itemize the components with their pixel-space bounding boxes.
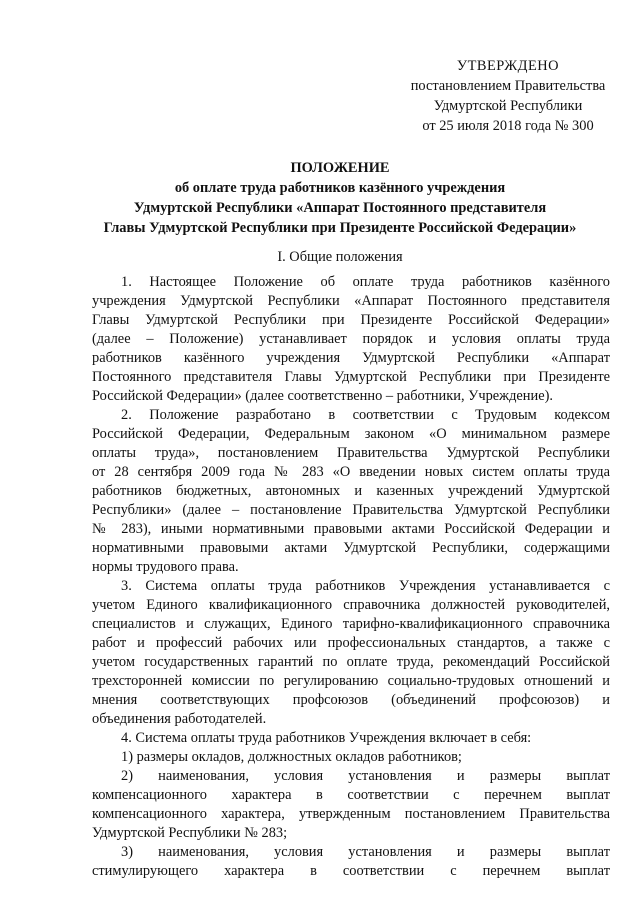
text-line: 1. Настоящее Положение об оплате труда работников казённого [121,274,610,290]
text-line: нормы трудового права. [92,559,239,575]
text-line: (далее – Положение) устанавливает порядок и условия оплаты труда [92,331,610,347]
text-line: работ и профессий рабочих или профессиональных стандартов, а также с [92,635,610,651]
text-line: от 28 сентября 2009 года № 283 «О введении новых систем оплаты труда [92,464,610,480]
title-heading: ПОЛОЖЕНИЕ [290,160,390,176]
text-line: Удмуртской Республики № 283; [92,825,288,841]
text-line: работников казённого учреждения Удмуртской Республики «Аппарат [92,350,610,366]
text-line: учетом государственных гарантий по оплате труда, рекомендаций Российской [92,654,610,670]
text-line: Главы Удмуртской Республики при Президенте Российской Федерации» [92,312,610,328]
title-line: об оплате труда работников казённого учреждения [174,180,506,196]
text-line: оплаты труда», постановлением Правительства Удмуртской Республики [92,445,610,461]
approval-date: от 25 июля 2018 года № 300 [422,118,594,134]
text-line: Российской Федерации» (далее соответственно – работники, Учреждение). [92,388,553,404]
text-line: стимулирующего характера в соответствии с перечнем выплат [92,863,610,879]
text-line: учетом Единого квалификационного справочника должностей руководителей, [92,597,610,613]
text-line: 4. Система оплаты труда работников Учреждения включает в себя: [121,730,532,746]
text-line: трехсторонней комиссии по регулированию социально-трудовых отношений и [92,673,610,689]
section-heading: I. Общие положения [277,249,403,265]
title-line: Удмуртской Республики «Аппарат Постоянного представителя [133,200,547,216]
text-line: компенсационного характера, утвержденным постановлением Правительства [92,806,610,822]
text-line: объединения работодателей. [92,711,267,727]
text-line: работников бюджетных, автономных и казенных учреждений Удмуртской [92,483,610,499]
approval-stamp [398,56,618,136]
text-line: Республики» (далее – постановление Правительства Удмуртской Республики [92,502,610,518]
approval-title: УТВЕРЖДЕНО [456,58,560,74]
body-text [92,273,610,881]
document-title [80,158,600,238]
text-line: 2) наименования, условия установления и размеры выплат [121,768,610,784]
text-line: нормативными правовыми актами Удмуртской Республики, содержащими [92,540,610,556]
text-line: 3) наименования, условия установления и размеры выплат [121,844,610,860]
approval-line: Удмуртской Республики [433,98,583,114]
text-line: Российской Федерации, Федеральным законом «О минимальном размере [92,426,610,442]
text-line: Постоянного представителя Главы Удмуртской Республики при Президенте [92,369,610,385]
text-line: компенсационного характера в соответствии с перечнем выплат [92,787,610,803]
text-line: 1) размеры окладов, должностных окладов работников; [121,749,462,765]
approval-line: постановлением Правительства [410,78,606,94]
text-line: 2. Положение разработано в соответствии с Трудовым кодексом [121,407,610,423]
text-line: № 283), иными нормативными правовыми актами Российской Федерации и [92,521,610,537]
text-line: 3. Система оплаты труда работников Учреждения устанавливается с [121,578,610,594]
text-line: мнения соответствующих профсоюзов (объединений профсоюзов) и [92,692,610,708]
text-line: учреждения Удмуртской Республики «Аппарат Постоянного представителя [92,293,610,309]
text-line: специалистов и служащих, Единого тарифно-квалификационного справочника [92,616,610,632]
title-line: Главы Удмуртской Республики при Президенте Российской Федерации» [103,220,577,236]
